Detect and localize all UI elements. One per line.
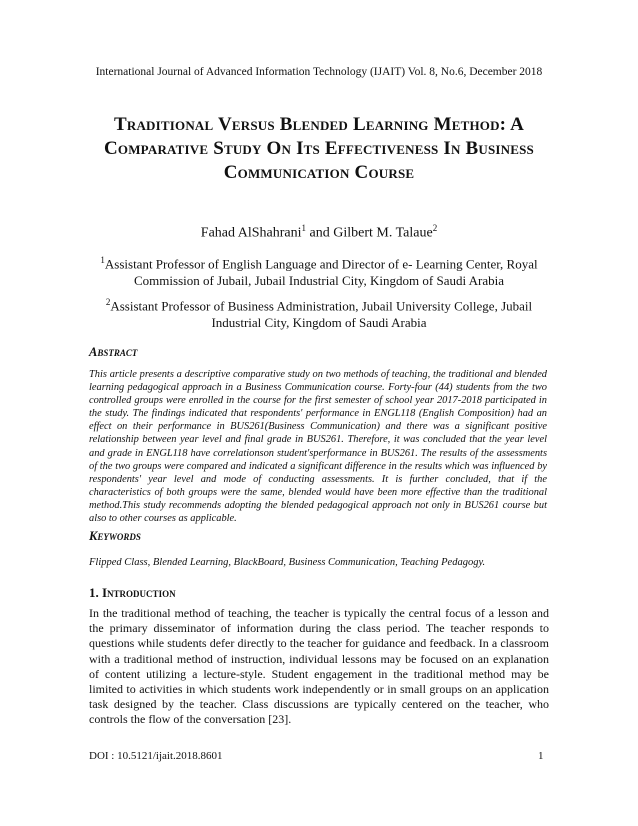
author-superscript: 2 [432, 223, 438, 233]
affiliation-superscript: 2 [105, 297, 111, 307]
abstract-heading: Abstract [89, 345, 138, 359]
abstract-text: This article presents a descriptive comparative study on two methods of teaching, the traditional and blended learning pedagogical approach in a Business Communication course. Forty-four (44) students from the two controlled groups were enrolled in the course for the first semester of school year 2017-2018 participated in the study. The findings indicated that respondents' performance in ENGL118 (English Composition) had an effect on their performance in BUS261(Business Communication) and there was a significant positive relationship between year level and final grade in BUS261. Therefore, it was concluded that the year level and grade in ENGL118 have correlationson student'sperformance in BUS261. The results of the assessments of the two groups were compared and indicated a significant difference in the results which was influenced by respondents' year level and mode of conducting assessments. It is further concluded, that if the characteristics of both groups were the same, blended would have been more effective than the traditional method.This study recommends adopting the blended pedagogical approach not only in BUS261 course but also to other courses as applicable. [89, 369, 547, 525]
footer-doi: DOI : 10.5121/ijait.2018.8601 [89, 750, 223, 762]
author-name: Fahad AlShahrani [200, 225, 302, 241]
running-header: International Journal of Advanced Information Technology (IJAIT) Vol. 8, No.6, December 2018 [95, 66, 543, 78]
keywords-heading: Keywords [89, 529, 141, 543]
affiliation-1 [90, 252, 548, 289]
author-connector: and [306, 225, 334, 241]
paper-title: Traditional Versus Blended Learning Method: A Comparative Study On Its Effectiveness In Business Communication Course [103, 114, 534, 183]
affiliation-2 [90, 294, 548, 331]
affiliation-text: Assistant Professor of English Language and Director of e- Learning Center, Royal Commission of Jubail, Jubail Industrial City, Kingdom of Saudi Arabia [104, 256, 538, 289]
affiliation-text: Assistant Professor of Business Administration, Jubail University College, Jubail Industrial City, Kingdom of Saudi Arabia [110, 298, 533, 331]
keywords-text: Flipped Class, Blended Learning, BlackBoard, Business Communication, Teaching Pedagogy. [89, 557, 486, 568]
author-superscript: 1 [301, 223, 307, 233]
footer-page-number: 1 [538, 750, 544, 762]
author-line [0, 223, 638, 242]
introduction-text: In the traditional method of teaching, the teacher is typically the central focus of a lesson and the primary disseminator of information during the class period. The teacher responds to questions while students defer directly to the teacher for guidance and feedback. In a classroom with a traditional method of instruction, individual lessons may be focused on an explanation of content utilizing a lecture-style. Student engagement in the traditional method may be limited to activities in which students work independently or in small groups on an application task designed by the teacher. Class discussions are typically centered on the teacher, who controls the flow of the conversation [23]. [89, 606, 549, 727]
affiliation-superscript: 1 [100, 255, 105, 265]
author-name: Gilbert M. Talaue [333, 225, 433, 241]
introduction-heading: 1. Introduction [89, 585, 176, 600]
